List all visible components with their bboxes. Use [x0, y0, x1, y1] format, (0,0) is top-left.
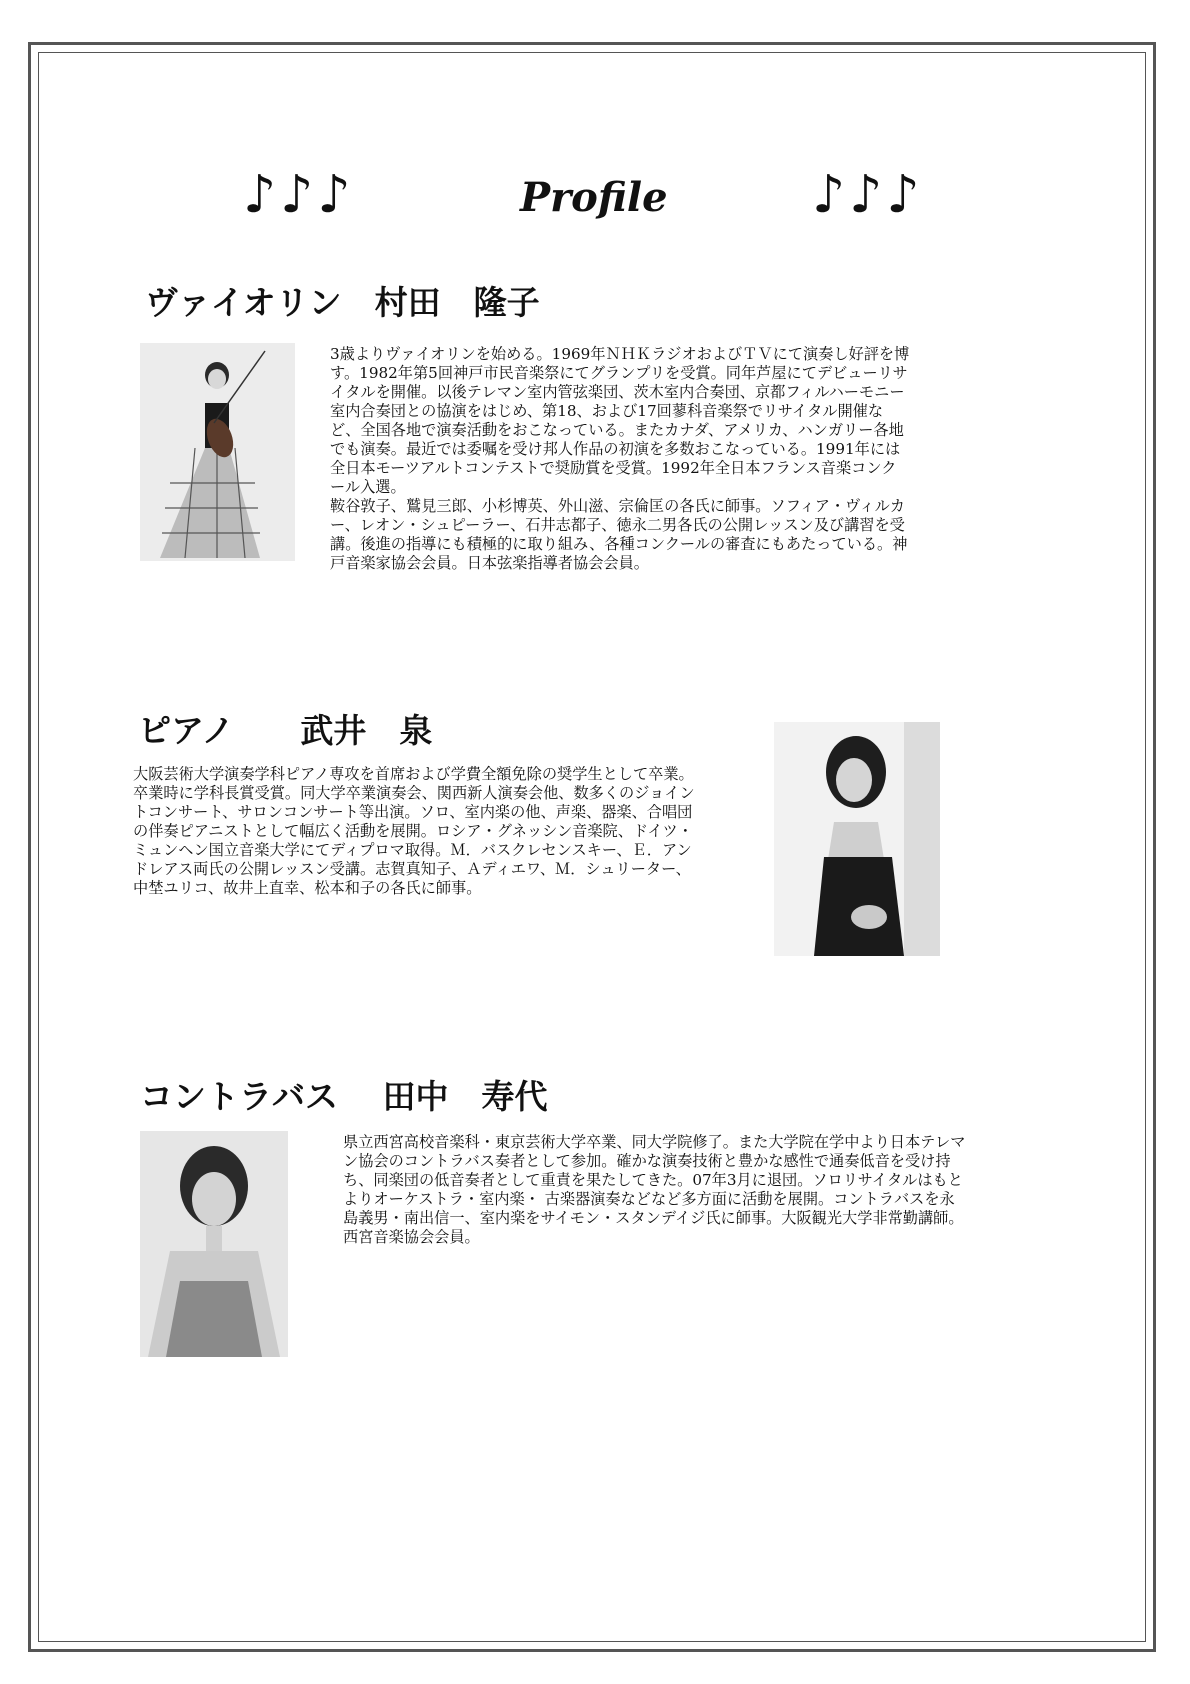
violinist-bio-paragraph-1: 3歳よりヴァイオリンを始める。1969年ＮＨＫラジオおよびＴＶにて演奏し好評を博す。1982年第5回神戸市民音楽祭にてグランプリを受賞。同年芦屋にてデビューリサイタルを開催。以後テレマン室内管弦楽団、茨木室内合奏団、京都フィルハーモニー室内合奏団との協演をはじめ、第18、および17回蓼科音楽祭でリサイタル開催など、全国各地で演奏活動をおこなっている。またカナダ、アメリカ、ハンガリー各地でも演奏。最近では委嘱を受け邦人作品の初演を多数おこなっている。1991年には全日本モーツアルトコンテストで奨励賞を受賞。1992年全日本フランス音楽コンクール入選。: [330, 345, 910, 496]
bassist-photo: [140, 1131, 288, 1357]
music-notes-left: ♪♪♪: [243, 165, 355, 225]
violinist-name-heading: ヴァイオリン 村田 隆子: [145, 283, 540, 322]
page-title: Profile: [520, 174, 668, 221]
bassist-name-heading: コントラバス 田中 寿代: [140, 1077, 548, 1116]
pianist-name-heading: ピアノ 武井 泉: [138, 711, 433, 750]
violinist-photo: [140, 343, 295, 561]
bassist-bio: [343, 1133, 968, 1247]
pianist-bio-paragraph-1: 大阪芸術大学演奏学科ピアノ専攻を首席および学費全額免除の奨学生として卒業。卒業時に学科長賞受賞。同大学卒業演奏会、関西新人演奏会他、数多くのジョイントコンサート、サロンコンサート等出演。ソロ、室内楽の他、声楽、器楽、合唱団の伴奏ピアニストとして幅広く活動を展開。ロシア・グネッシン音楽院、ドイツ・ミュンヘン国立音楽大学にてディプロマ取得。Ｍ．バスクレセンスキー、Ｅ．アンドレアス両氏の公開レッスン受講。志賀真知子、Ａディエワ、Ｍ．シュリーター、中埜ユリコ、故井上直幸、松本和子の各氏に師事。: [133, 765, 695, 897]
music-notes-right: ♪♪♪: [812, 165, 924, 225]
pianist-photo: [774, 722, 940, 956]
violinist-bio-paragraph-2: 鞍谷敦子、鷲見三郎、小杉博英、外山滋、宗倫匡の各氏に師事。ソフィア・ヴィルカー、レオン・シュピーラー、石井志都子、徳永二男各氏の公開レッスン及び講習を受講。後進の指導にも積極的に取り組み、各種コンクールの審査にもあたっている。神戸音楽家協会会員。日本弦楽指導者協会会員。: [330, 497, 908, 572]
pianist-bio: [133, 765, 703, 898]
profile-header: [0, 165, 1190, 235]
bassist-bio-paragraph-1: 県立西宮高校音楽科・東京芸術大学卒業、同大学院修了。また大学院在学中より日本テレマン協会のコントラバス奏者として参加。確かな演奏技術と豊かな感性で通奏低音を受け持ち、同楽団の低音奏者として重責を果たしてきた。07年3月に退団。ソロリサイタルはもとよりオーケストラ・室内楽・ 古楽器演奏などなど多方面に活動を展開。コントラバスを永島義男・南出信一、室内楽をサイモン・スタンデイジ氏に師事。大阪観光大学非常勤講師。西宮音楽協会会員。: [343, 1133, 966, 1246]
violinist-bio: [330, 345, 910, 573]
